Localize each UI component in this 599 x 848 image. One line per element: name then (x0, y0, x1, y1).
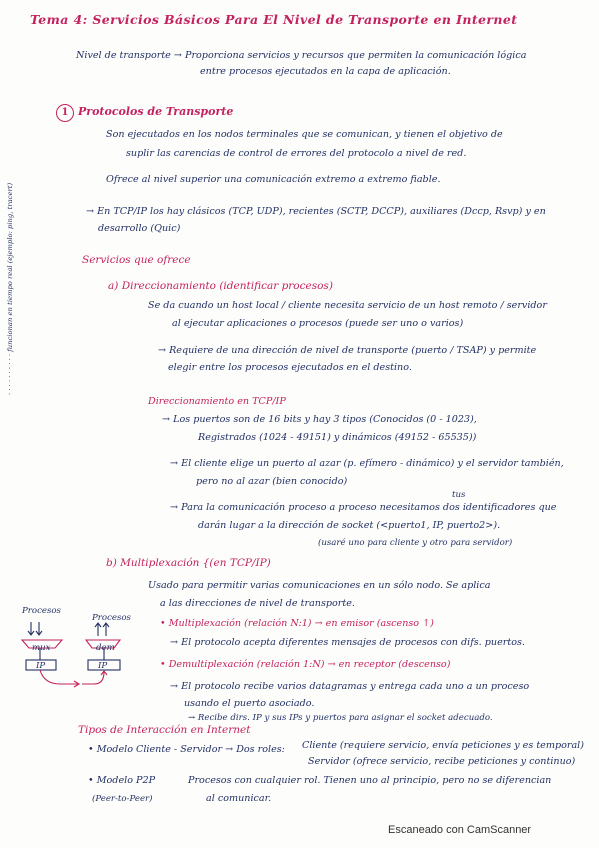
diagram-label-right: Procesos (92, 613, 131, 623)
intro-line-1: Nivel de transporte → Proporciona servicios y recursos que permiten la comunicación lógica (76, 50, 527, 61)
tcp-insertion: tus (452, 490, 466, 500)
p2p-line-1: Procesos con cualquier rol. Tienen uno al principio, pero no se diferencian (188, 775, 552, 786)
section-number-badge: 1 (56, 104, 74, 122)
demux-line-3: → Recibe dirs. IP y sus IPs y puertos para asignar el socket adecuado. (188, 713, 493, 723)
client-role: Cliente (requiere servicio, envía peticiones y es temporal) (302, 740, 584, 751)
s1-line-1: Son ejecutados en los nodos terminales que se comunican, y tienen el objetivo de (106, 129, 503, 140)
a-line-2: al ejecutar aplicaciones o procesos (puede ser uno o varios) (172, 318, 464, 329)
diagram-box-ip-right: IP (98, 661, 108, 671)
subsection-b-title: b) Multiplexación {(en TCP/IP) (106, 557, 271, 569)
tcp-line-5: → Para la comunicación proceso a proceso necesitamos dos identificadores que (170, 502, 557, 513)
tcp-line-1: → Los puertos son de 16 bits y hay 3 tipos (Conocidos (0 - 1023), (162, 414, 477, 425)
b-line-2: a las direcciones de nivel de transporte. (160, 598, 355, 609)
tcp-line-4: pero no al azar (bien conocido) (196, 476, 348, 487)
a-line-4: elegir entre los procesos ejecutados en el destino. (168, 362, 412, 373)
mux-line-1: → El protocolo acepta diferentes mensajes de procesos con difs. puertos. (170, 637, 525, 648)
diagram-box-mux: mux (32, 643, 51, 653)
tcp-line-3: → El cliente elige un puerto al azar (p. efímero - dinámico) y el servidor también, (170, 458, 564, 469)
demux-line-1: → El protocolo recibe varios datagramas y entrega cada uno a un proceso (170, 681, 530, 692)
section-2-title: Servicios que ofrece (82, 254, 191, 266)
page-title: Tema 4: Servicios Básicos Para El Nivel de Transporte en Internet (30, 12, 518, 27)
tcp-line-2: Registrados (1024 - 49151) y dinámicos (49152 - 65535)) (198, 432, 477, 443)
tcp-addressing-title: Direccionamiento en TCP/IP (148, 396, 286, 407)
a-line-3: → Requiere de una dirección de nivel de transporte (puerto / TSAP) y permite (158, 345, 537, 356)
tcp-line-7: (usaré uno para cliente y otro para servidor) (318, 538, 513, 548)
p2p-sub: (Peer-to-Peer) (92, 794, 153, 804)
sidebar-note: · · · · · · · · · · funcionan en tiempo real (ejemplo: ping, tracert) (6, 182, 14, 395)
scanner-watermark: Escaneado con CamScanner (388, 824, 532, 836)
diagram-box-demux: dem (96, 643, 115, 653)
intro-line-2: entre procesos ejecutados en la capa de aplicación. (200, 66, 451, 77)
b-line-1: Usado para permitir varias comunicaciones en un sólo nodo. Se aplica (148, 580, 491, 591)
subsection-a-title: a) Direccionamiento (identificar procesos) (108, 280, 333, 292)
p2p-head: • Modelo P2P (88, 775, 156, 786)
tcp-line-6: darán lugar a la dirección de socket (<puerto1, IP, puerto2>). (198, 520, 501, 531)
s1-line-4: → En TCP/IP los hay clásicos (TCP, UDP), recientes (SCTP, DCCP), auxiliares (Dccp, Rsvp) y en (86, 206, 546, 217)
section-1-title: Protocolos de Transporte (78, 105, 234, 118)
s1-line-2: suplir las carencias de control de errores del protocolo a nivel de red. (126, 148, 467, 159)
demux-title: • Demultiplexación (relación 1:N) → en receptor (descenso) (160, 659, 451, 670)
diagram-box-ip-left: IP (36, 661, 46, 671)
s1-line-5: desarrollo (Quic) (98, 223, 181, 234)
a-line-1: Se da cuando un host local / cliente necesita servicio de un host remoto / servidor (148, 300, 547, 311)
section-3-title: Tipos de Interacción en Internet (78, 724, 251, 736)
server-role: Servidor (ofrece servicio, recibe peticiones y continuo) (308, 756, 576, 767)
s1-line-3: Ofrece al nivel superior una comunicación extremo a extremo fiable. (106, 174, 441, 185)
diagram-label-left: Procesos (22, 606, 61, 616)
mux-title: • Multiplexación (relación N:1) → en emisor (ascenso ↑) (160, 618, 434, 629)
demux-line-2: usando el puerto asociado. (184, 698, 315, 709)
p2p-line-2: al comunicar. (206, 793, 272, 804)
client-server-head: • Modelo Cliente - Servidor → Dos roles: (88, 744, 285, 755)
